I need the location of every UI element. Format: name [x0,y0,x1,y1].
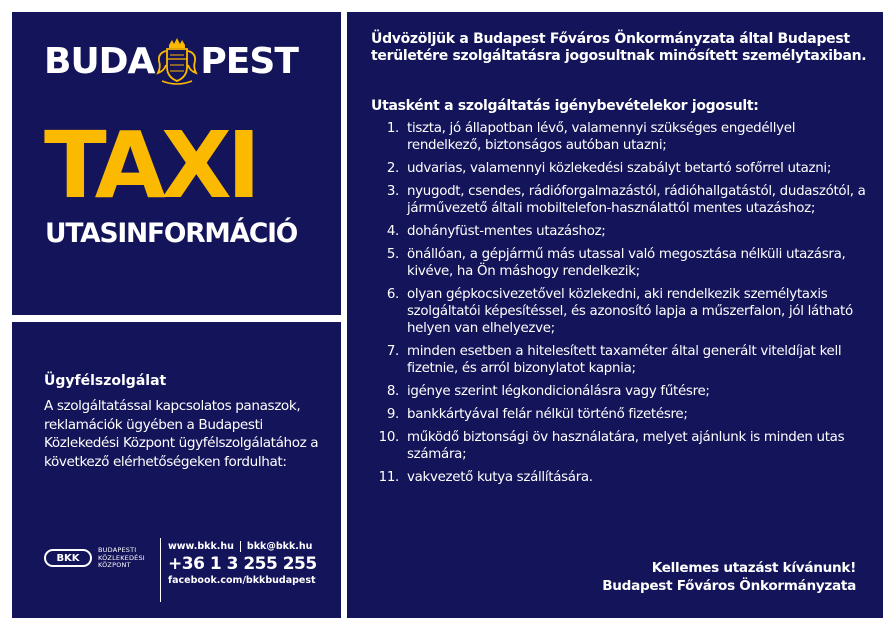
logo-text-pest: PEST [200,41,298,82]
bkk-name-line: BUDAPESTI [98,546,137,554]
welcome-text: Üdvözöljük a Budapest Főváros Önkormányzata által Budapest területére szolgáltatásra jogosultnak minősített személytaxiban. [371,31,867,64]
list-item-number: 7. [386,344,399,359]
list-item [371,120,871,154]
email-link[interactable]: bkk@bkk.hu [246,541,313,552]
bkk-abbr: BKK [56,552,80,564]
list-item-number: 2. [386,161,399,176]
list-item-text: önállóan, a gépjármű más utassal való megosztása nélküli utazásra, kivéve, ha Ön máshogy rendelkezik; [407,247,846,279]
website-link[interactable]: www.bkk.hu [168,541,234,552]
list-item-number: 3. [386,184,399,199]
customer-service-panel [12,322,341,618]
list-item [371,343,871,377]
list-item [371,223,871,240]
logo-text-buda: BUDA [44,41,155,82]
list-item [371,406,871,423]
list-item-text: tiszta, jó állapotban lévő, valamennyi szükséges engedéllyel rendelkező, biztonságos autóban utazni; [407,121,796,153]
bkk-name [98,547,145,570]
list-item-number: 9. [386,407,399,422]
passenger-info-panel [347,12,883,618]
list-item-text: igénye szerint légkondicionálásra vagy fűtésre; [407,384,710,399]
list-item [371,429,871,463]
list-item-number: 10. [378,430,399,445]
rights-list [371,120,871,492]
list-item [371,160,871,177]
list-item-text: működő biztonsági öv használatára, melyet ajánlunk is minden utas számára; [407,430,845,462]
list-item-number: 8. [386,384,399,399]
contact-web-row [168,540,317,553]
customer-service-title: Ügyfélszolgálat [44,373,167,389]
list-item-text: bankkártyával felár nélkül történő fizetésre; [407,407,688,422]
list-item-number: 6. [386,287,399,302]
list-item-number: 11. [378,470,399,485]
taxi-subtitle: UTASINFORMÁCIÓ [45,218,298,249]
contact-divider [160,538,161,602]
closing-signature: Budapest Főváros Önkormányzata [602,578,856,594]
list-item [371,469,871,486]
list-item [371,286,871,337]
list-item-number: 4. [386,224,399,239]
list-item-text: olyan gépkocsivezetővel közlekedni, aki rendelkezik személytaxis szolgáltatói képesítéssel, és azonosító lapja a műszerfalon, jól látható helyen van elhelyezve; [407,287,853,336]
bkk-name-line: KÖZPONT [98,561,131,569]
brand-panel [12,12,341,315]
list-item-text: vakvezető kutya szállítására. [407,470,593,485]
list-item [371,246,871,280]
bkk-logo-icon [44,549,92,567]
phone-number[interactable]: +36 1 3 255 255 [168,554,317,574]
budapest-logo [44,36,298,88]
list-item-number: 1. [386,121,399,136]
rights-title: Utasként a szolgáltatás igénybevételekor jogosult: [371,98,759,114]
list-item-text: udvarias, valamennyi közlekedési szabályt betartó sofőrrel utazni; [407,161,832,176]
closing-message [602,559,856,595]
contact-separator [240,541,241,552]
bkk-logo [44,547,145,570]
list-item-text: nyugodt, csendes, rádióforgalmazástól, rádióhallgatástól, dudaszótól, a járművezető általi mobiltelefon-használattól mentes utazáshoz; [407,184,866,216]
bkk-name-line: KÖZLEKEDÉSI [98,553,145,562]
list-item [371,183,871,217]
taxi-title: TAXI [44,112,256,219]
list-item-text: minden esetben a hitelesített taxaméter által generált viteldíjat kell fizetnie, és arról bizonylatot kapnia; [407,344,842,376]
contact-block [168,540,317,587]
list-item-number: 5. [386,247,399,262]
facebook-link[interactable]: facebook.com/bkkbudapest [168,575,316,586]
list-item [371,383,871,400]
closing-greeting: Kellemes utazást kívánunk! [651,560,856,576]
budapest-coat-of-arms-icon [155,37,199,87]
customer-service-text: A szolgáltatással kapcsolatos panaszok, reklamációk ügyében a Budapesti Közlekedési Központ ügyfélszolgálatához a következő elérhetőségeken fordulhat: [44,398,319,470]
list-item-text: dohányfüst-mentes utazáshoz; [407,224,606,239]
